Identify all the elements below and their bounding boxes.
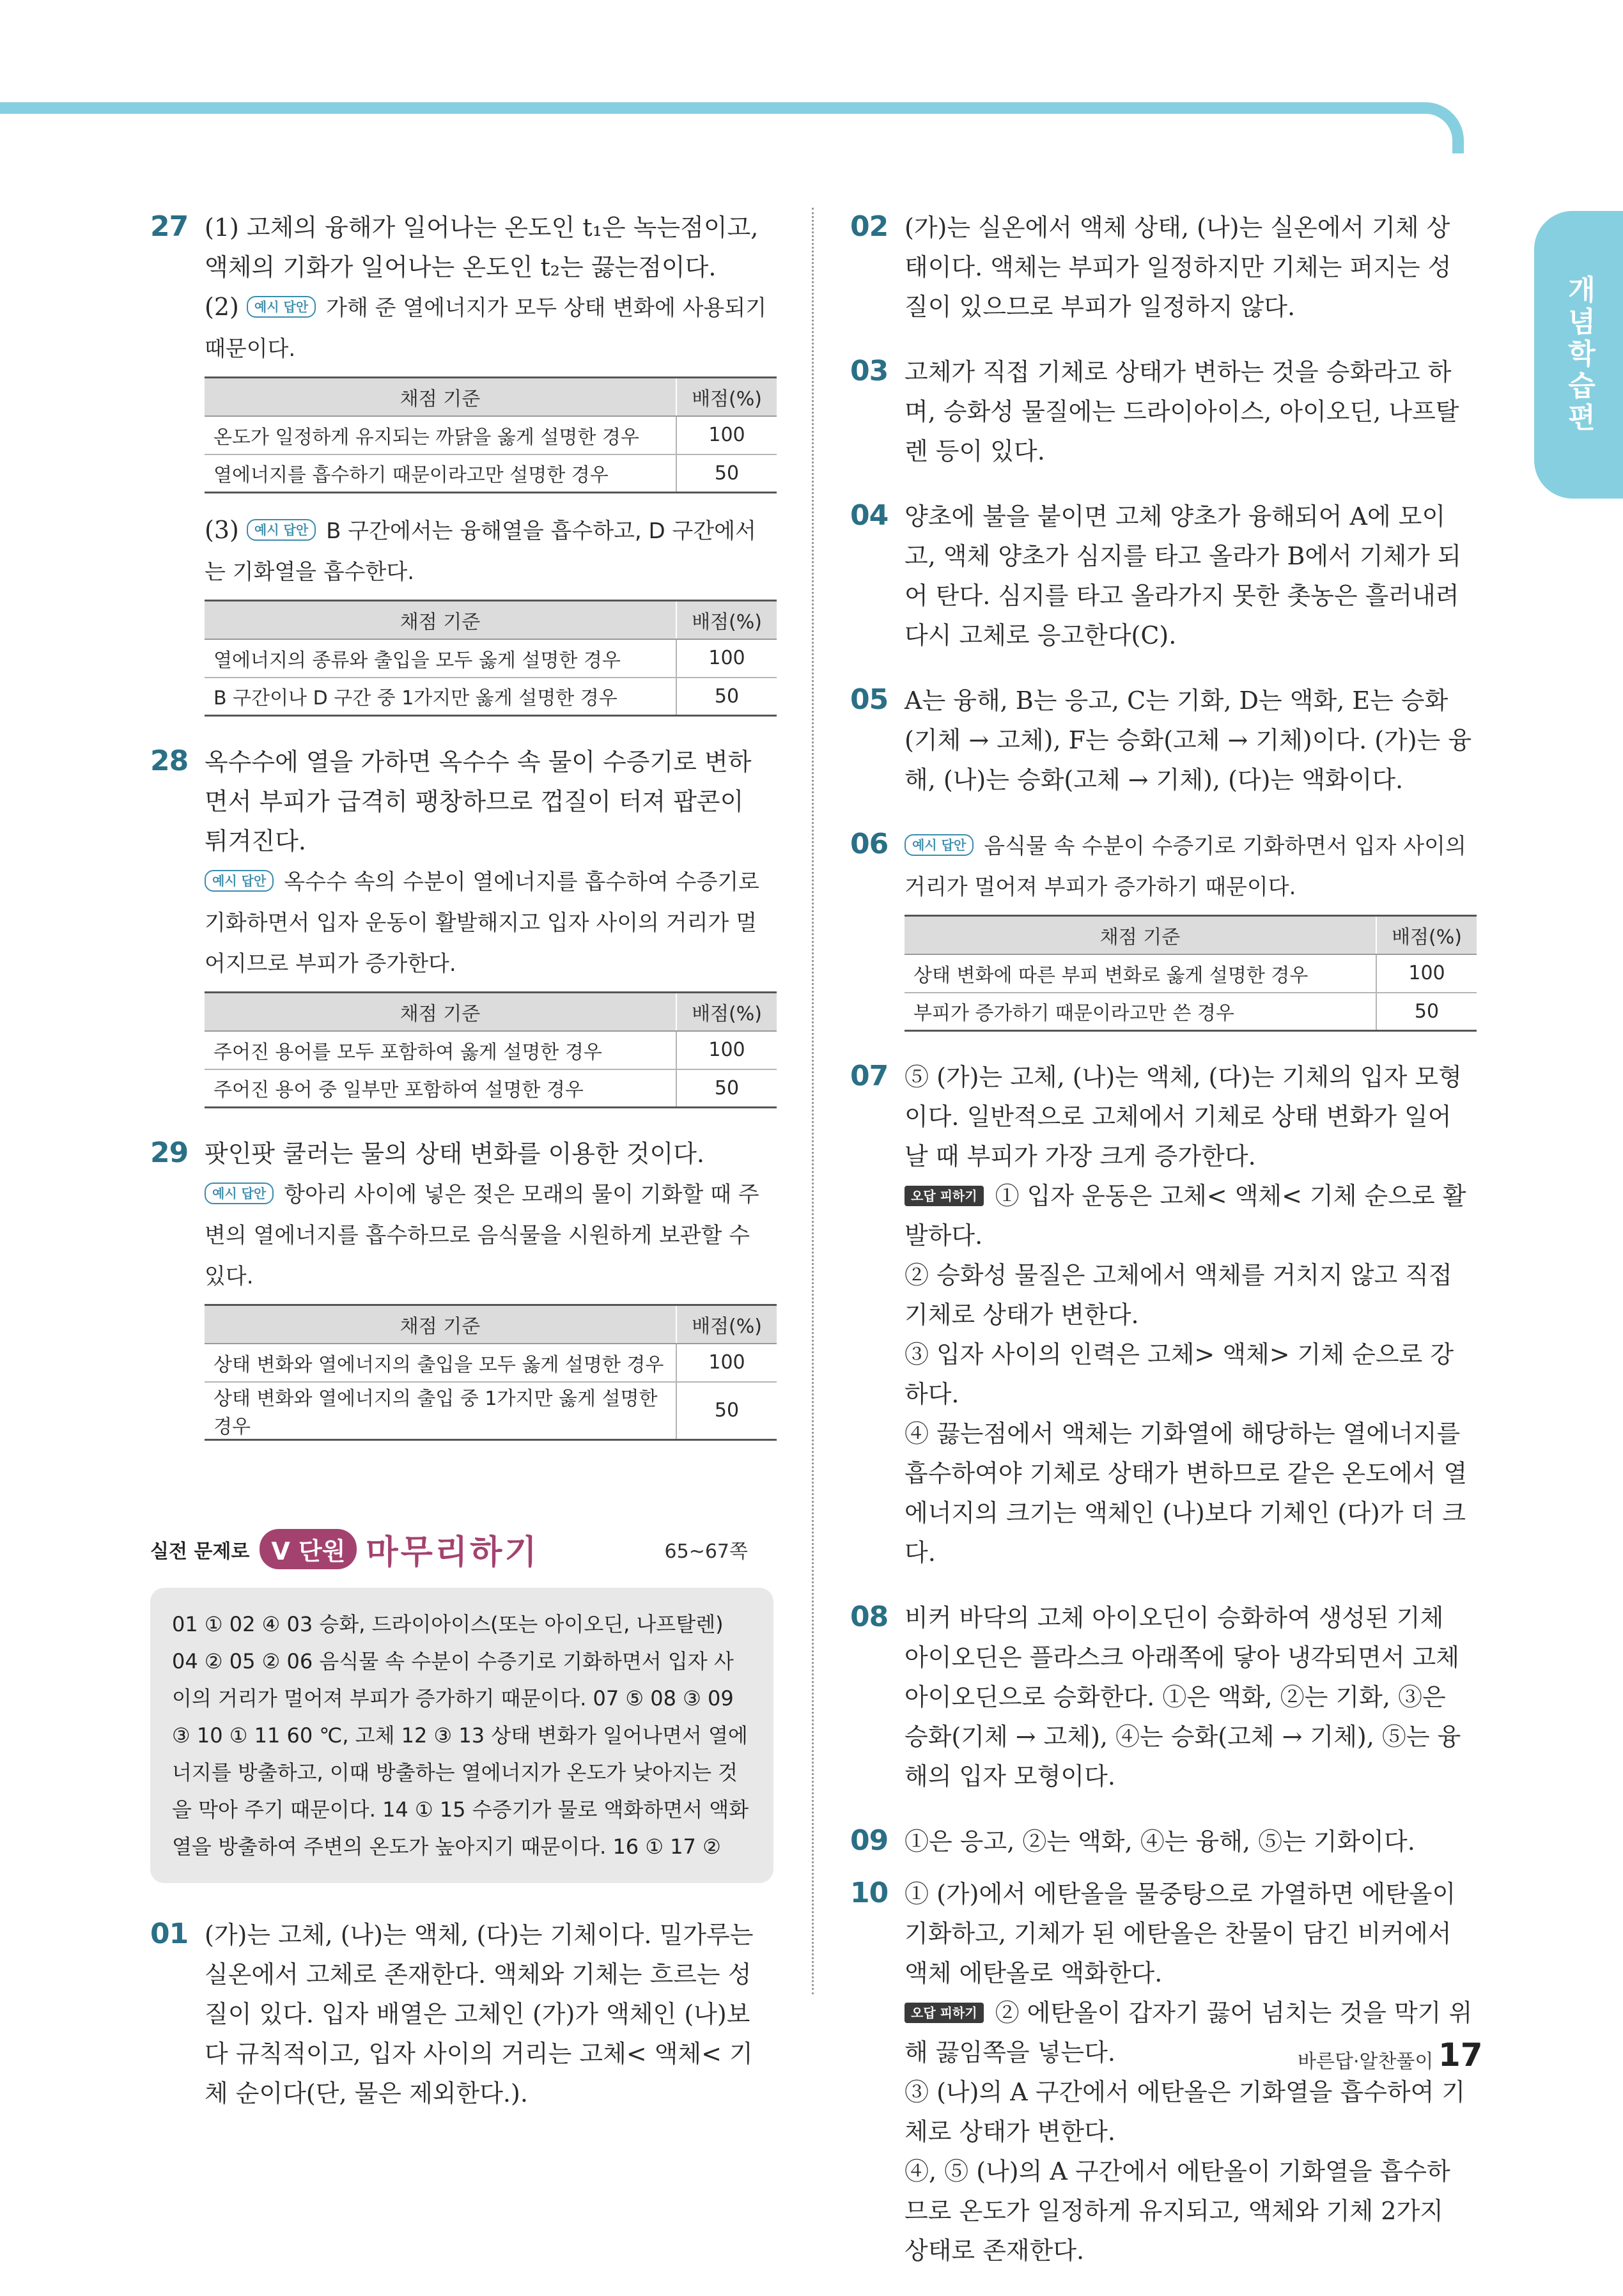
table-cell: 100 (676, 416, 777, 454)
answer-text (905, 825, 1473, 907)
example-answer-badge: 예시 답안 (905, 834, 974, 856)
table-cell: 상태 변화에 따른 부피 변화로 옳게 설명한 경우 (905, 954, 1376, 993)
unit-badge: V 단원 (260, 1529, 357, 1569)
question-number: 10 (850, 1877, 889, 1909)
answer-text (205, 861, 773, 984)
scoring-table (205, 991, 777, 1108)
answer-text: ⑤ (가)는 고체, (나)는 액체, (다)는 기체의 입자 모형이다. 일반적으로 고체에서 기체로 상태 변화가 일어날 때 부피가 가장 크게 증가한다. (905, 1063, 1462, 1170)
table-row (205, 1344, 777, 1382)
table-cell: 100 (1376, 954, 1477, 993)
question-number: 09 (850, 1824, 889, 1857)
example-answer-badge: 예시 답안 (247, 296, 316, 318)
example-answer: 항아리 사이에 넣은 젖은 모래의 물이 기화할 때 주변의 열에너지를 흡수하므로 음식물을 시원하게 보관할 수 있다. (205, 1182, 759, 1289)
avoid-wrong-badge: 오답 피하기 (905, 1186, 984, 1206)
answer-text (205, 287, 773, 369)
note-text: ④ 끓는점에서 액체는 기화열에 해당하는 열에너지를 흡수하여야 기체로 상태가 변하므로 같은 온도에서 열에너지의 크기는 액체인 (나)보다 기체인 (다)가 더 크다. (905, 1420, 1468, 1567)
column-divider (812, 208, 814, 1994)
question-number: 05 (850, 683, 889, 716)
table-cell: 상태 변화와 열에너지의 출입 중 1가지만 옳게 설명한 경우 (205, 1382, 676, 1440)
side-tab (1534, 211, 1623, 499)
example-answer-badge: 예시 답안 (205, 1183, 274, 1204)
side-tab-label: 개념학습편 (1562, 275, 1596, 435)
table-header: 배점(%) (676, 1305, 777, 1344)
footer-label: 바른답·알찬풀이 (1298, 2051, 1434, 2073)
table-header: 채점 기준 (205, 1305, 676, 1344)
question-03 (850, 352, 1473, 471)
question-29 (150, 1134, 773, 1441)
question-number: 06 (850, 828, 889, 860)
question-09 (850, 1822, 1473, 1861)
review-label: 실전 문제로 (150, 1540, 250, 1563)
table-cell: 50 (1376, 993, 1477, 1031)
answer-text: (가)는 실온에서 액체 상태, (나)는 실온에서 기체 상태이다. 액체는 부피가 일정하지만 기체는 퍼지는 성질이 있으므로 부피가 일정하지 않다. (905, 213, 1452, 321)
answer-text: 비커 바닥의 고체 아이오딘이 승화하여 생성된 기체 아이오딘은 플라스크 아래쪽에 닿아 냉각되면서 고체 아이오딘으로 승화한다. ①은 액화, ②는 기화, ③은 승화(기체 → 고체), ④는 승화(고체 → 기체), ⑤는 융해의 입자 모형이다. (905, 1604, 1461, 1790)
table-cell: 50 (676, 454, 777, 493)
left-column (150, 208, 773, 2139)
question-08 (850, 1598, 1473, 1796)
table-header: 채점 기준 (205, 378, 676, 416)
note-text: ② 에탄올이 갑자기 끓어 넘치는 것을 막기 위해 끓임쪽을 넣는다. (905, 1999, 1473, 2067)
avoid-wrong-badge: 오답 피하기 (905, 2003, 984, 2023)
question-04 (850, 497, 1473, 655)
table-cell: 주어진 용어 중 일부만 포함하여 설명한 경우 (205, 1069, 676, 1108)
table-header: 배점(%) (676, 993, 777, 1031)
table-cell: 50 (676, 1069, 777, 1108)
sub-number: (2) (205, 293, 239, 321)
table-row (905, 993, 1477, 1031)
table-header: 배점(%) (676, 601, 777, 639)
wrong-answer-note (905, 1176, 1473, 1255)
scoring-table (205, 376, 777, 493)
question-number: 03 (850, 355, 889, 387)
table-header: 배점(%) (1376, 916, 1477, 954)
table-row (205, 416, 777, 454)
question-05 (850, 681, 1473, 800)
answer-text: 양초에 불을 붙이면 고체 양초가 융해되어 A에 모이고, 액체 양초가 심지를 타고 올라가 B에서 기체가 되어 탄다. 심지를 타고 올라가지 못한 촛농은 흘러내려 다시 고체로 응고한다(C). (905, 502, 1461, 649)
question-07 (850, 1057, 1473, 1572)
question-number: 08 (850, 1601, 889, 1633)
table-row (205, 454, 777, 493)
table-header: 채점 기준 (205, 993, 676, 1031)
answer-text: (1) 고체의 융해가 일어나는 온도인 t₁은 녹는점이고, 액체의 기화가 일어나는 온도인 t₂는 끓는점이다. (205, 213, 759, 281)
table-cell: 열에너지를 흡수하기 때문이라고만 설명한 경우 (205, 454, 676, 493)
answer-text: 팟인팟 쿨러는 물의 상태 변화를 이용한 것이다. (205, 1140, 705, 1168)
question-06 (850, 825, 1473, 1032)
note-text: ② 승화성 물질은 고체에서 액체를 거치지 않고 직접 기체로 상태가 변한다. (905, 1261, 1452, 1329)
note-text: ④, ⑤ (나)의 A 구간에서 에탄올이 기화열을 흡수하므로 온도가 일정하게 유지되고, 액체와 기체 2가지 상태로 존재한다. (905, 2157, 1450, 2265)
question-01 (150, 1915, 773, 2113)
question-27 (150, 208, 773, 717)
right-column (850, 208, 1473, 2296)
sub-number: (3) (205, 516, 239, 544)
question-number: 02 (850, 210, 889, 243)
example-answer: B 구간에서는 융해열을 흡수하고, D 구간에서는 기화열을 흡수한다. (205, 518, 756, 585)
example-answer-badge: 예시 답안 (205, 870, 274, 892)
question-number: 28 (150, 745, 189, 777)
table-header: 채점 기준 (905, 916, 1376, 954)
question-number: 27 (150, 210, 189, 243)
answer-text: ① (가)에서 에탄올을 물중탕으로 가열하면 에탄올이 기화하고, 기체가 된 에탄올은 찬물이 담긴 비커에서 액체 에탄올로 액화한다. (905, 1880, 1456, 1987)
answer-text (205, 510, 773, 592)
table-cell: 100 (676, 1344, 777, 1382)
scoring-table (905, 915, 1477, 1032)
table-row (205, 1031, 777, 1069)
example-answer: 옥수수 속의 수분이 열에너지를 흡수하여 수증기로 기화하면서 입자 운동이 활발해지고 입자 사이의 거리가 멀어지므로 부피가 증가한다. (205, 869, 760, 977)
table-cell: 50 (676, 1382, 777, 1440)
table-cell: B 구간이나 D 구간 중 1가지만 옳게 설명한 경우 (205, 678, 676, 716)
table-row (205, 678, 777, 716)
answer-text: A는 융해, B는 응고, C는 기화, D는 액화, E는 승화(기체 → 고체), F는 승화(고체 → 기체)이다. (가)는 융해, (나)는 승화(고체 → 기체), (다)는 액화이다. (905, 686, 1472, 794)
question-02 (850, 208, 1473, 327)
answer-text: 고체가 직접 기체로 상태가 변하는 것을 승화라고 하며, 승화성 물질에는 드라이아이스, 아이오딘, 나프탈렌 등이 있다. (905, 358, 1459, 465)
answer-text (205, 1174, 773, 1296)
table-cell: 주어진 용어를 모두 포함하여 옳게 설명한 경우 (205, 1031, 676, 1069)
scoring-table (205, 1304, 777, 1441)
table-cell: 50 (676, 678, 777, 716)
table-cell: 100 (676, 639, 777, 678)
table-header: 채점 기준 (205, 601, 676, 639)
table-row (205, 1069, 777, 1108)
answer-text: (가)는 고체, (나)는 액체, (다)는 기체이다. 밀가루는 실온에서 고체로 존재한다. 액체와 기체는 흐르는 성질이 있다. 입자 배열은 고체인 (가)가 액체인 (나)보다 규칙적이고, 입자 사이의 거리는 고체< 액체< 기체 순이다(단, 물은 제외한다.). (205, 1920, 754, 2107)
answer-text: ①은 응고, ②는 액화, ④는 융해, ⑤는 기화이다. (905, 1827, 1415, 1856)
table-cell: 온도가 일정하게 유지되는 까닭을 옳게 설명한 경우 (205, 416, 676, 454)
table-row (205, 639, 777, 678)
quick-answers-box: 01 ① 02 ④ 03 승화, 드라이아이스(또는 아이오딘, 나프탈렌) 04 ② 05 ② 06 음식물 속 수분이 수증기로 기화하면서 입자 사이의 거리가 멀어져 부피가 증가하기 때문이다. 07 ⑤ 08 ③ 09 ③ 10 ① 11 60 ℃, 고체 12 ③ 13 상태 변화가 일어나면서 열에너지를 방출하고, 이때 방출하는 열에너지가 온도가 낮아지는 것을 막아 주기 때문이다. 14 ① 15 수증기가 물로 액화하면서 액화열을 방출하여 주변의 온도가 높아지기 때문이다. 16 ① 17 ② (150, 1588, 773, 1883)
note-text: ① 입자 운동은 고체< 액체< 기체 순으로 활발하다. (905, 1182, 1466, 1250)
example-answer: 음식물 속 수분이 수증기로 기화하면서 입자 사이의 거리가 멀어져 부피가 증가하기 때문이다. (905, 834, 1466, 900)
top-decorative-bar (0, 102, 1464, 153)
review-title: 마무리하기 (366, 1533, 540, 1572)
question-number: 07 (850, 1060, 889, 1092)
table-cell: 부피가 증가하기 때문이라고만 쓴 경우 (905, 993, 1376, 1031)
note-text: ③ (나)의 A 구간에서 에탄올은 기화열을 흡수하여 기체로 상태가 변한다. (905, 2078, 1466, 2146)
example-answer-badge: 예시 답안 (247, 519, 316, 541)
question-number: 01 (150, 1917, 189, 1950)
question-number: 04 (850, 499, 889, 532)
page-number: 17 (1438, 2036, 1483, 2074)
question-number: 29 (150, 1136, 189, 1169)
scoring-table (205, 600, 777, 717)
answer-text: 옥수수에 열을 가하면 옥수수 속 물이 수증기로 변하면서 부피가 급격히 팽창하므로 껍질이 터져 팝콘이 튀겨진다. (205, 748, 752, 855)
table-row (205, 1382, 777, 1440)
table-cell: 100 (676, 1031, 777, 1069)
page-range: 65~67쪽 (664, 1540, 748, 1563)
table-header: 배점(%) (676, 378, 777, 416)
note-text: ③ 입자 사이의 인력은 고체> 액체> 기체 순으로 강하다. (905, 1340, 1454, 1408)
table-row (905, 954, 1477, 993)
table-cell: 상태 변화와 열에너지의 출입을 모두 옳게 설명한 경우 (205, 1344, 676, 1382)
question-28 (150, 742, 773, 1108)
review-section-header (150, 1524, 773, 1575)
example-answer: 가해 준 열에너지가 모두 상태 변화에 사용되기 때문이다. (205, 295, 767, 362)
table-cell: 열에너지의 종류와 출입을 모두 옳게 설명한 경우 (205, 639, 676, 678)
